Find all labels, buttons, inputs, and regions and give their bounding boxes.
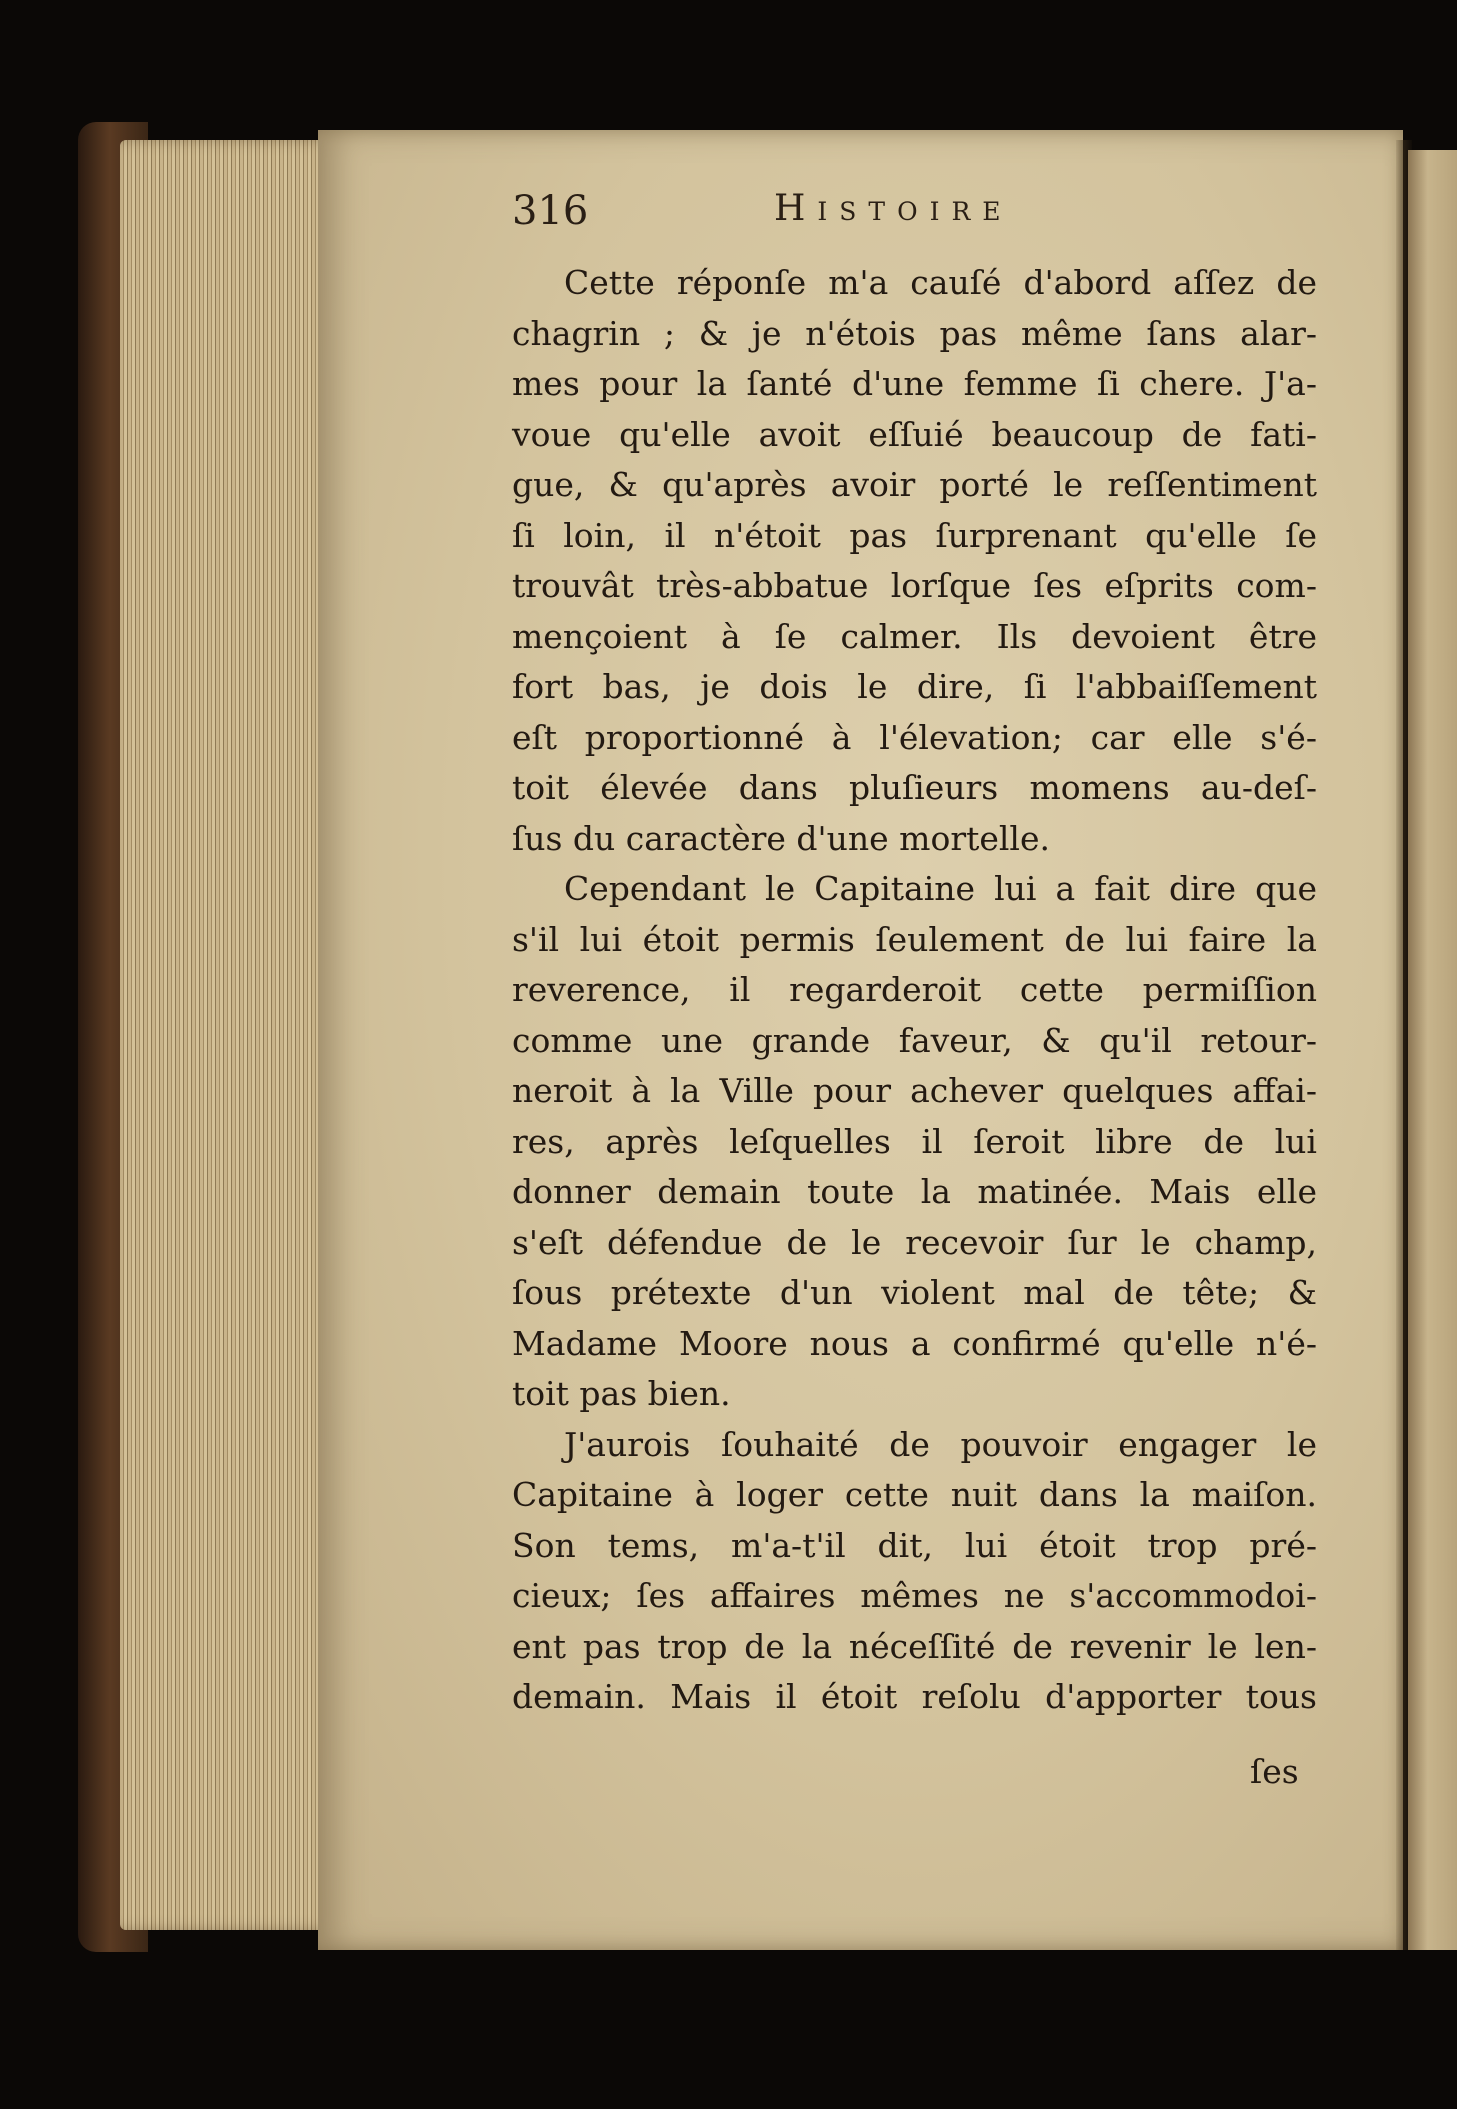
- text-line: demain. Mais il étoit reſolu d'apporter tous: [512, 1677, 1317, 1716]
- text-line: voue qu'elle avoit eſſuié beaucoup de fati-: [512, 414, 1317, 454]
- text-line: J'aurois ſouhaité de pouvoir engager le: [564, 1424, 1317, 1464]
- text-line: Cette réponſe m'a cauſé d'abord aſſez de: [564, 263, 1317, 302]
- text-line: toit élevée dans pluſieurs momens au-deſ-: [512, 768, 1317, 807]
- facing-page: [1408, 150, 1457, 1950]
- text-line: Capitaine à loger cette nuit dans la maiſon.: [512, 1475, 1317, 1514]
- text-line: ſi loin, il n'étoit pas ſurprenant qu'elle ſe: [512, 515, 1317, 555]
- page-edges: [120, 140, 335, 1930]
- text-line: chagrin ; & je n'étois pas même ſans alar-: [512, 313, 1317, 353]
- text-line: donner demain toute la matinée. Mais elle: [512, 1172, 1317, 1211]
- text-line: Cependant le Capitaine lui a fait dire que: [564, 869, 1317, 908]
- text-line: gue, & qu'après avoir porté le reſſentiment: [512, 465, 1317, 504]
- text-line: res, après leſquelles il ſeroit libre de lui: [512, 1121, 1317, 1161]
- running-head: Histoire: [774, 188, 1013, 229]
- text-line: mençoient à ſe calmer. Ils devoient être: [512, 616, 1317, 656]
- catchword: ſes: [1250, 1752, 1299, 1791]
- text-line: comme une grande faveur, & qu'il retour-: [512, 1020, 1317, 1060]
- text-line: toit pas bien.: [512, 1374, 731, 1413]
- text-line: ent pas trop de la néceſſité de revenir le len-: [512, 1626, 1317, 1666]
- text-line: eſt proportionné à l'élevation; car elle s'é-: [512, 717, 1317, 757]
- text-line: Madame Moore nous a confirmé qu'elle n'é-: [512, 1323, 1317, 1363]
- text-line: ſus du caractère d'une mortelle.: [512, 818, 1051, 858]
- text-line: fort bas, je dois le dire, ſi l'abbaiſſement: [512, 667, 1317, 706]
- page-header: [512, 188, 1312, 248]
- text-line: reverence, il regarderoit cette permiſſion: [512, 970, 1317, 1009]
- text-line: neroit à la Ville pour achever quelques affai-: [512, 1071, 1317, 1110]
- text-line: Son tems, m'a-t'il dit, lui étoit trop pré-: [512, 1525, 1317, 1565]
- text-line: s'il lui étoit permis ſeulement de lui faire la: [512, 919, 1317, 959]
- body-text: [512, 258, 1317, 1723]
- text-line: trouvât très-abbatue lorſque ſes eſprits com-: [512, 566, 1317, 605]
- text-line: s'eſt défendue de le recevoir ſur le champ,: [512, 1222, 1317, 1262]
- page-number: 316: [512, 188, 589, 234]
- text-line: mes pour la ſanté d'une femme ſi chere. J'a-: [512, 364, 1317, 403]
- text-line: cieux; ſes affaires mêmes ne s'accommodoi-: [512, 1576, 1317, 1615]
- text-line: ſous prétexte d'un violent mal de tête; &: [512, 1273, 1317, 1312]
